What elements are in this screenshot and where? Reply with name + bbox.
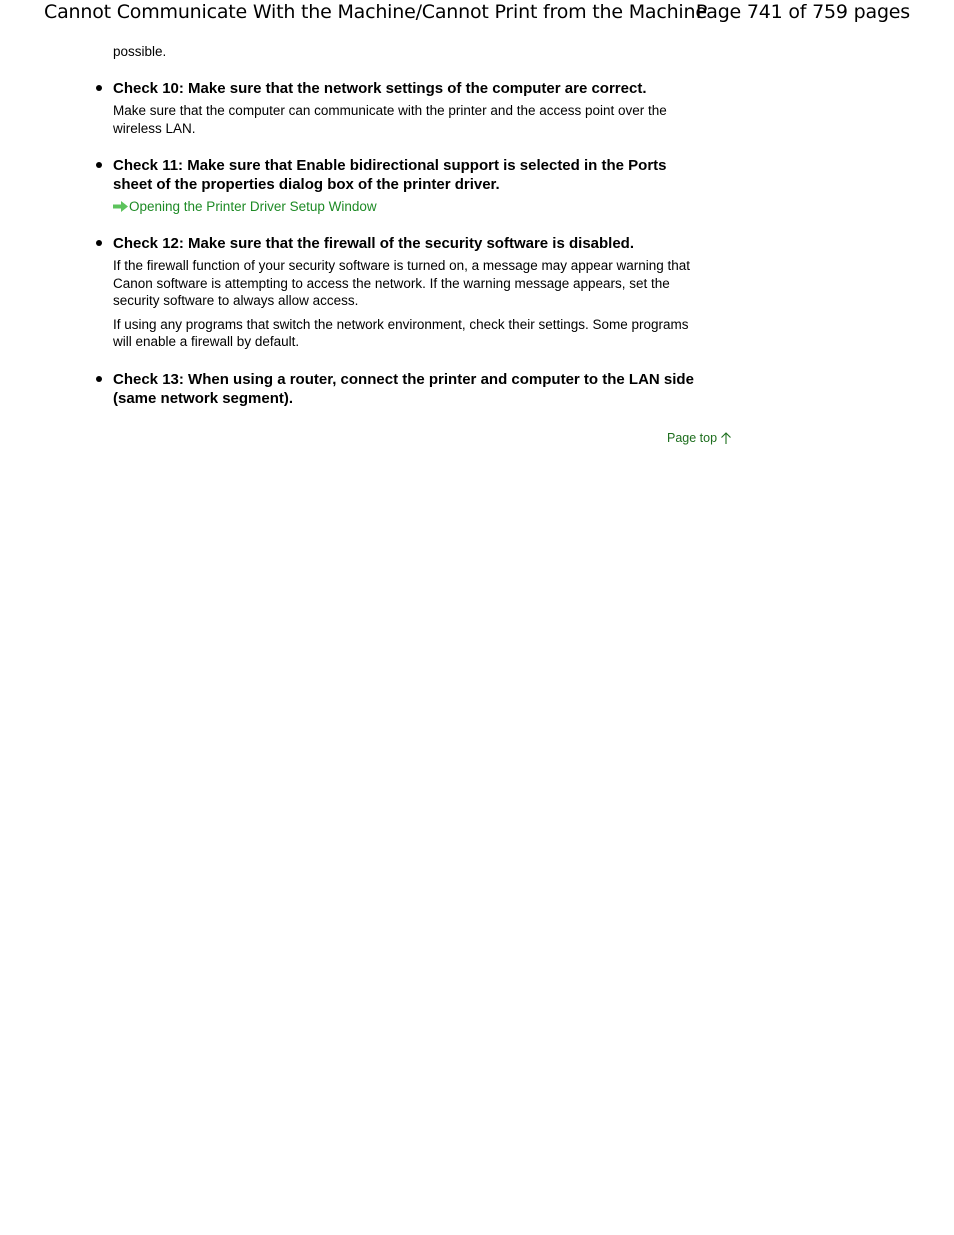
continuation-text: possible. [113, 44, 167, 59]
link-label[interactable]: Opening the Printer Driver Setup Window [129, 199, 377, 214]
page-top-link[interactable] [667, 430, 732, 446]
bullet-icon [96, 376, 102, 382]
check-body [113, 102, 696, 137]
bullet-icon [96, 85, 102, 91]
right-arrow-icon [113, 201, 128, 212]
check-body [113, 257, 696, 351]
check-item-12 [96, 234, 696, 357]
bullet-icon [96, 240, 102, 246]
check-paragraph: If using any programs that switch the network environment, check their settings. Some programs will enable a firewall by default. [113, 316, 689, 349]
check-title: Check 11: Make sure that Enable bidirectional support is selected in the Ports sheet of the properties dialog box of the printer driver. [113, 157, 667, 193]
page-number: Page 741 of 759 pages [695, 1, 910, 23]
check-paragraph: If the firewall function of your security software is turned on, a message may appear warning that Canon software is attempting to access the network. If the warning message appears, set the security software to always allow access. [113, 258, 691, 308]
page-top-label[interactable]: Page top [667, 431, 718, 445]
check-title: Check 12: Make sure that the firewall of the security software is disabled. [113, 235, 635, 252]
page-header [0, 0, 954, 26]
bullet-icon [96, 162, 102, 168]
check-item-13 [96, 370, 696, 408]
up-arrow-icon [720, 432, 732, 445]
document-title: Cannot Communicate With the Machine/Cannot Print from the Machine [44, 1, 707, 23]
check-item-10 [96, 79, 696, 143]
printer-driver-setup-link[interactable] [113, 198, 696, 215]
check-item-11 [96, 156, 696, 215]
check-title: Check 13: When using a router, connect the printer and computer to the LAN side (same network segment). [113, 371, 694, 407]
check-paragraph: Make sure that the computer can communicate with the printer and the access point over the wireless LAN. [113, 103, 667, 136]
check-title: Check 10: Make sure that the network settings of the computer are correct. [113, 80, 647, 97]
